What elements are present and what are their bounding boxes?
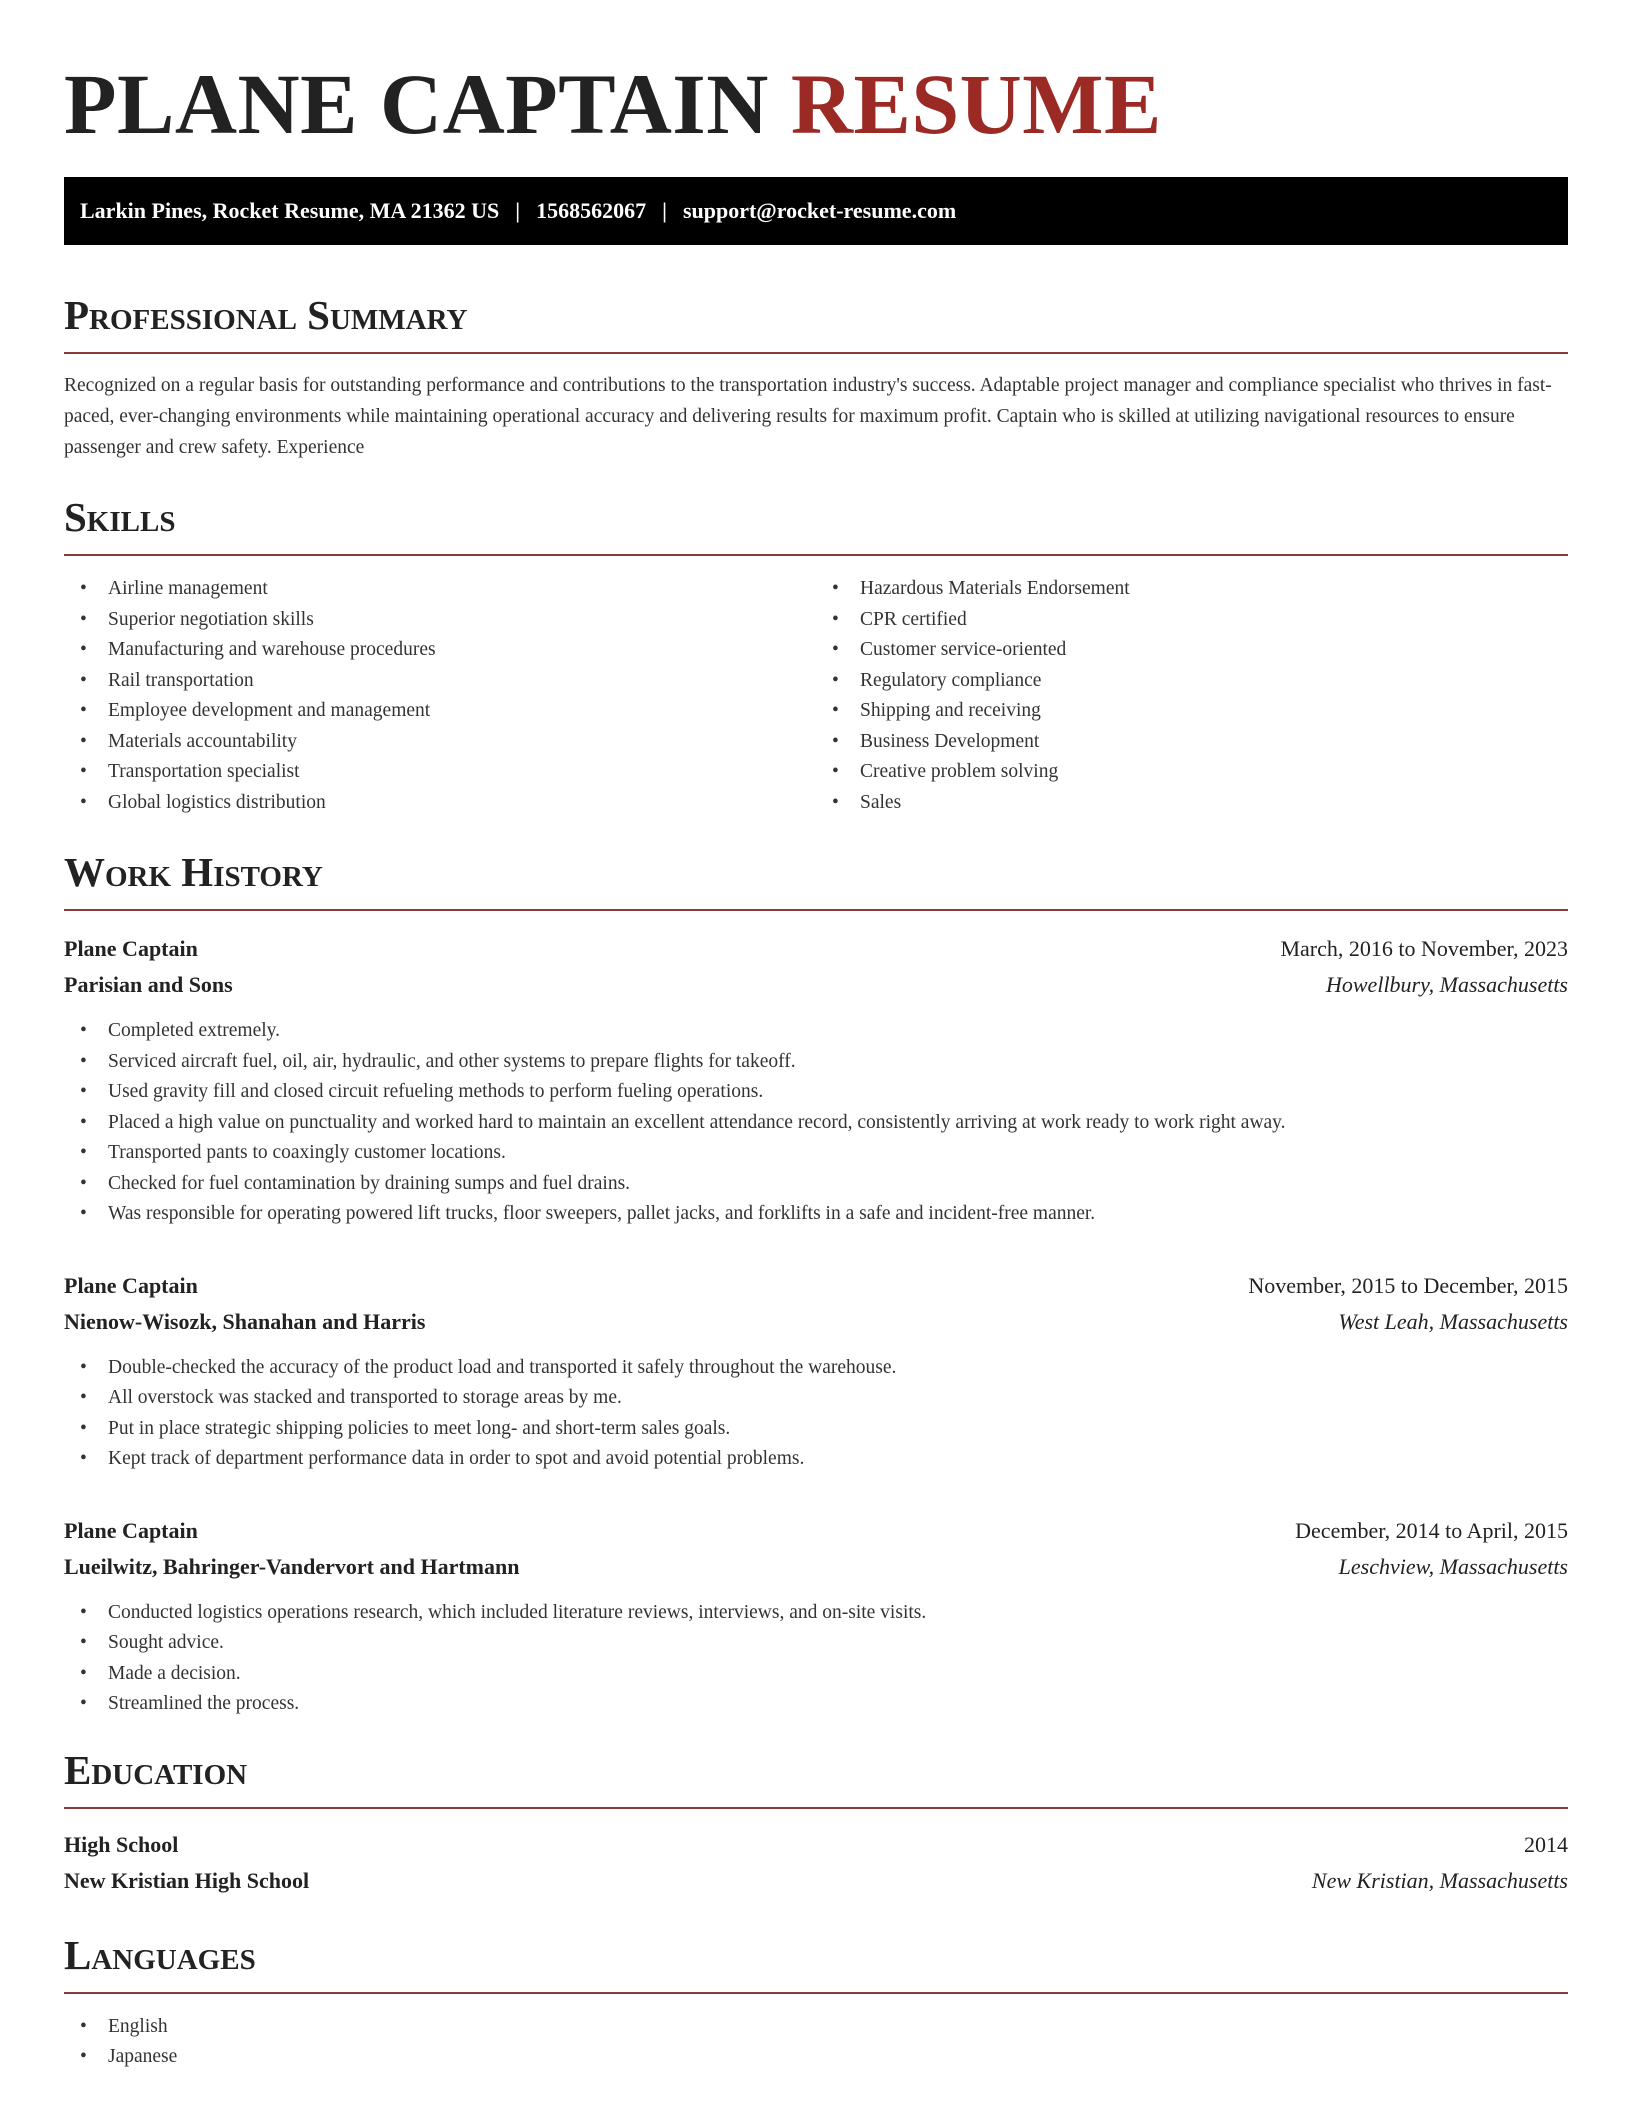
work-history-section	[64, 850, 1568, 1720]
education-entry	[64, 1827, 1568, 1899]
skill-item: • Employee development and management	[64, 696, 816, 727]
job-company: Nienow-Wisozk, Shanahan and Harris	[64, 1308, 426, 1334]
job-location: Leschview, Massachusetts	[1338, 1553, 1568, 1579]
section-heading: Work History	[64, 849, 323, 896]
education-section	[64, 1748, 1568, 1899]
job-duty: • Transported pants to coaxingly customer locations.	[64, 1138, 1568, 1169]
section-divider	[64, 352, 1568, 354]
professional-summary-section	[64, 293, 1568, 463]
job-title: Plane Captain	[64, 1517, 198, 1543]
skills-section	[64, 495, 1568, 818]
education-school: New Kristian High School	[64, 1867, 310, 1893]
job-duty: • Was responsible for operating powered lift trucks, floor sweepers, pallet jacks, and forklifts in a safe and incident-free manner.	[64, 1199, 1568, 1230]
skill-item: • Airline management	[64, 574, 816, 605]
languages-list	[64, 2012, 1568, 2073]
job-duties	[64, 1598, 1568, 1720]
skill-item: • Creative problem solving	[816, 757, 1568, 788]
skills-columns	[64, 574, 1568, 818]
job-company: Lueilwitz, Bahringer-Vandervort and Hartmann	[64, 1553, 520, 1579]
skill-item: • CPR certified	[816, 605, 1568, 636]
job-location: Howellbury, Massachusetts	[1326, 972, 1568, 998]
job-duty: • Kept track of department performance data in order to spot and avoid potential problems.	[64, 1444, 1568, 1475]
contact-separator: |	[662, 197, 667, 223]
section-heading: Skills	[64, 493, 176, 540]
job-duty: • Serviced aircraft fuel, oil, air, hydraulic, and other systems to prepare flights for takeoff.	[64, 1047, 1568, 1078]
contact-separator: |	[515, 197, 521, 223]
job-duty: • Conducted logistics operations research, which included literature reviews, interviews, and on-site visits.	[64, 1598, 1568, 1629]
education-location: New Kristian, Massachusetts	[1311, 1867, 1568, 1893]
job-title: Plane Captain	[64, 936, 198, 962]
job-company: Parisian and Sons	[64, 972, 233, 998]
skill-item: • Hazardous Materials Endorsement	[816, 574, 1568, 605]
job-title: Plane Captain	[64, 1272, 198, 1298]
job-dates: November, 2015 to December, 2015	[1248, 1272, 1568, 1298]
section-divider	[64, 1992, 1568, 1994]
summary-text: Recognized on a regular basis for outstanding performance and contributions to the transportation industry's success. Adaptable project manager and compliance specialist who thrives in fast-paced, ever-changing environments while maintaining operational accuracy and delivering results for maximum profit. Captain who is skilled at utilizing navigational resources to ensure passenger and crew safety. Experience	[64, 374, 1552, 458]
section-heading: Professional Summary	[64, 291, 468, 338]
job-duties	[64, 1016, 1568, 1230]
contact-email: support@rocket-resume.com	[682, 197, 957, 223]
job-duty: • Double-checked the accuracy of the product load and transported it safely throughout the warehouse.	[64, 1353, 1568, 1384]
job-duty: • Put in place strategic shipping policies to meet long- and short-term sales goals.	[64, 1414, 1568, 1445]
section-divider	[64, 909, 1568, 911]
skill-item: • Materials accountability	[64, 727, 816, 758]
skill-item: • Transportation specialist	[64, 757, 816, 788]
skill-item: • Global logistics distribution	[64, 788, 816, 819]
title-main: PLANE CAPTAIN	[64, 56, 769, 152]
skill-item: • Shipping and receiving	[816, 696, 1568, 727]
section-heading: Education	[64, 1746, 248, 1793]
job-duties	[64, 1353, 1568, 1475]
job-dates: December, 2014 to April, 2015	[1295, 1517, 1568, 1543]
skill-item: • Customer service-oriented	[816, 635, 1568, 666]
job-entry	[64, 1268, 1568, 1475]
job-location: West Leah, Massachusetts	[1338, 1308, 1568, 1334]
job-duty: • Completed extremely.	[64, 1016, 1568, 1047]
section-divider	[64, 1807, 1568, 1809]
languages-section	[64, 1933, 1568, 2073]
job-duty: • Checked for fuel contamination by draining sumps and fuel drains.	[64, 1169, 1568, 1200]
job-duty: • Sought advice.	[64, 1628, 1568, 1659]
language-item: • English	[64, 2012, 1568, 2043]
contact-bar	[64, 177, 1568, 245]
skill-item: • Superior negotiation skills	[64, 605, 816, 636]
job-duty: • Streamlined the process.	[64, 1689, 1568, 1720]
contact-address: Larkin Pines, Rocket Resume, MA 21362 US	[80, 197, 500, 223]
contact-phone: 1568562067	[536, 197, 647, 223]
skill-item: • Regulatory compliance	[816, 666, 1568, 697]
education-degree: High School	[64, 1831, 179, 1857]
job-entry	[64, 1513, 1568, 1720]
skill-item: • Manufacturing and warehouse procedures	[64, 635, 816, 666]
skill-item: • Business Development	[816, 727, 1568, 758]
skill-item: • Rail transportation	[64, 666, 816, 697]
skills-list-right	[816, 574, 1568, 818]
job-dates: March, 2016 to November, 2023	[1280, 936, 1568, 962]
skills-list-left	[64, 574, 816, 818]
skill-item: • Sales	[816, 788, 1568, 819]
section-heading: Languages	[64, 1931, 256, 1978]
job-duty: • All overstock was stacked and transported to storage areas by me.	[64, 1383, 1568, 1414]
job-entry	[64, 931, 1568, 1230]
job-duty: • Used gravity fill and closed circuit refueling methods to perform fueling operations.	[64, 1077, 1568, 1108]
job-duty: • Placed a high value on punctuality and worked hard to maintain an excellent attendance record, consistently arriving at work ready to work right away.	[64, 1108, 1568, 1139]
resume-title	[64, 0, 1568, 151]
title-accent: RESUME	[790, 56, 1162, 152]
job-duty: • Made a decision.	[64, 1659, 1568, 1690]
section-divider	[64, 554, 1568, 556]
education-year: 2014	[1524, 1831, 1568, 1857]
language-item: • Japanese	[64, 2042, 1568, 2073]
